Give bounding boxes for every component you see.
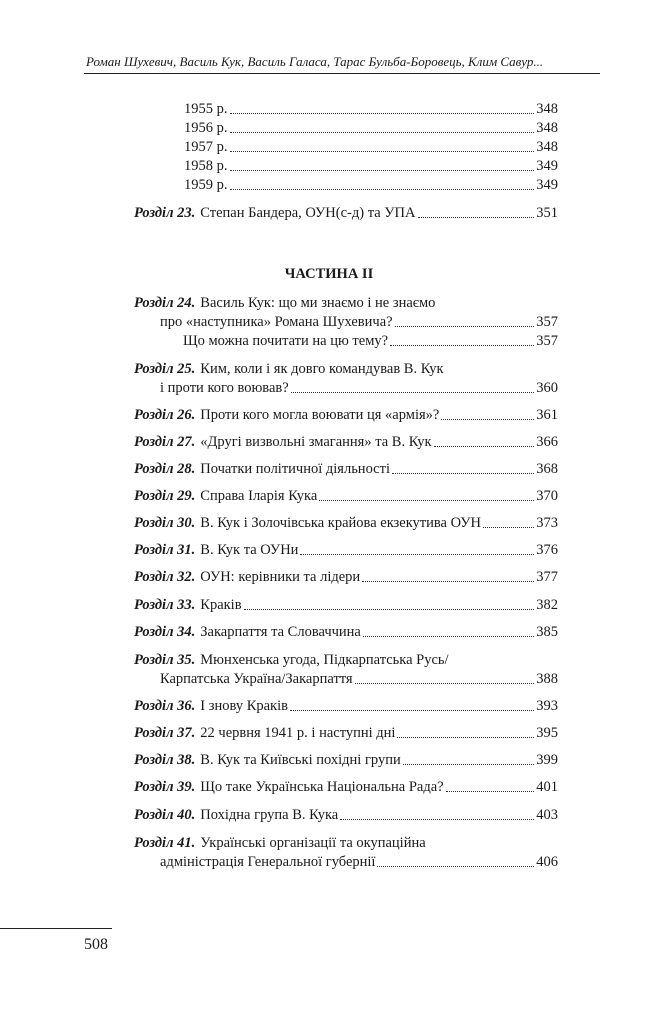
chapter-title: «Другі визвольні змагання» та В. Кук bbox=[200, 434, 432, 450]
toc-page: 373 bbox=[536, 515, 558, 531]
toc-entry-chapter-41 bbox=[134, 834, 558, 852]
toc-page: 348 bbox=[536, 101, 558, 117]
toc-entry-chapter-33 bbox=[134, 596, 558, 614]
toc-page: 401 bbox=[536, 779, 558, 795]
chapter-label: Розділ 27. bbox=[134, 434, 196, 450]
toc-page: 351 bbox=[536, 205, 558, 221]
dot-leader bbox=[290, 710, 534, 711]
toc-page: 395 bbox=[536, 725, 558, 741]
chapter-title: В. Кук та ОУНи bbox=[200, 542, 299, 558]
dot-leader bbox=[441, 419, 534, 420]
chapter-label: Розділ 31. bbox=[134, 542, 196, 558]
dot-leader bbox=[291, 392, 535, 393]
toc-page: 357 bbox=[536, 333, 558, 349]
chapter-label: Розділ 32. bbox=[134, 569, 196, 585]
toc-year-entry bbox=[184, 157, 558, 175]
toc-entry-chapter-25-cont bbox=[160, 379, 558, 397]
chapter-label: Розділ 28. bbox=[134, 461, 196, 477]
toc-year-entry bbox=[184, 100, 558, 118]
toc-entry-chapter-40 bbox=[134, 806, 558, 824]
dot-leader bbox=[395, 326, 535, 327]
chapter-title: Справа Іларія Кука bbox=[200, 488, 318, 504]
toc-page: 360 bbox=[536, 380, 558, 396]
toc-page: 385 bbox=[536, 624, 558, 640]
toc-year-entry bbox=[184, 138, 558, 156]
toc-entry-chapter-37 bbox=[134, 724, 558, 742]
toc-entry-chapter-30 bbox=[134, 514, 558, 532]
chapter-title: Краків bbox=[200, 597, 242, 613]
chapter-title-line1: Ким, коли і як довго командував В. Кук bbox=[200, 361, 444, 377]
chapter-label: Розділ 29. bbox=[134, 488, 196, 504]
toc-entry-chapter-26 bbox=[134, 406, 558, 424]
chapter-label: Розділ 37. bbox=[134, 725, 196, 741]
toc-year: 1959 р. bbox=[184, 177, 228, 193]
chapter-title-line1: Українські організації та окупаційна bbox=[200, 835, 426, 851]
toc-page: 382 bbox=[536, 597, 558, 613]
toc-page: 368 bbox=[536, 461, 558, 477]
dot-leader bbox=[340, 819, 534, 820]
toc-entry-chapter-38 bbox=[134, 751, 558, 769]
toc-year: 1956 р. bbox=[184, 120, 228, 136]
toc-entry-chapter-36 bbox=[134, 697, 558, 715]
chapter-label: Розділ 30. bbox=[134, 515, 196, 531]
chapter-title: ОУН: керівники та лідери bbox=[200, 569, 361, 585]
toc-entry-chapter-31 bbox=[134, 541, 558, 559]
dot-leader bbox=[483, 527, 534, 528]
dot-leader bbox=[397, 737, 534, 738]
dot-leader bbox=[434, 446, 535, 447]
toc-year-entry bbox=[184, 176, 558, 194]
chapter-label: Розділ 33. bbox=[134, 597, 196, 613]
toc-entry-chapter-23 bbox=[134, 204, 558, 222]
toc-page: 406 bbox=[536, 854, 558, 870]
footer-rule bbox=[0, 928, 112, 929]
toc-page: 377 bbox=[536, 569, 558, 585]
chapter-title-line2: про «наступника» Романа Шухевича? bbox=[160, 314, 393, 330]
header-rule bbox=[84, 73, 600, 74]
chapter-title: Проти кого могла воювати ця «армія»? bbox=[200, 407, 440, 423]
toc-entry-chapter-35-cont bbox=[160, 670, 558, 688]
toc-page: 403 bbox=[536, 807, 558, 823]
dot-leader bbox=[446, 791, 535, 792]
dot-leader bbox=[244, 609, 535, 610]
chapter-label: Розділ 41. bbox=[134, 835, 196, 851]
chapter-label: Розділ 26. bbox=[134, 407, 196, 423]
chapter-label: Розділ 36. bbox=[134, 698, 196, 714]
toc-page: 348 bbox=[536, 120, 558, 136]
chapter-title: Закарпаття та Словаччина bbox=[200, 624, 361, 640]
toc-entry-chapter-24 bbox=[134, 294, 558, 312]
dot-leader bbox=[319, 500, 534, 501]
chapter-title-line1: Василь Кук: що ми знаємо і не знаємо bbox=[200, 295, 436, 311]
toc-entry-chapter-39 bbox=[134, 778, 558, 796]
dot-leader bbox=[363, 636, 534, 637]
dot-leader bbox=[300, 554, 534, 555]
toc-page: 361 bbox=[536, 407, 558, 423]
chapter-title: 22 червня 1941 р. і наступні дні bbox=[200, 725, 396, 741]
toc-page: 376 bbox=[536, 542, 558, 558]
toc-entry-chapter-24-cont bbox=[160, 313, 558, 331]
toc-entry-chapter-29 bbox=[134, 487, 558, 505]
chapter-label: Розділ 23. bbox=[134, 205, 196, 221]
subentry-title: Що можна почитати на цю тему? bbox=[183, 333, 389, 349]
toc-page: 366 bbox=[536, 434, 558, 450]
chapter-label: Розділ 34. bbox=[134, 624, 196, 640]
chapter-label: Розділ 38. bbox=[134, 752, 196, 768]
toc-entry-chapter-25 bbox=[134, 360, 558, 378]
chapter-title: В. Кук та Київські похідні групи bbox=[200, 752, 401, 768]
chapter-title: Похідна група В. Кука bbox=[200, 807, 339, 823]
chapter-label: Розділ 25. bbox=[134, 361, 196, 377]
dot-leader bbox=[230, 113, 535, 114]
toc-entry-chapter-41-cont bbox=[160, 853, 558, 871]
chapter-title: І знову Краків bbox=[200, 698, 288, 714]
toc-entry-chapter-27 bbox=[134, 433, 558, 451]
toc-year: 1958 р. bbox=[184, 158, 228, 174]
chapter-title: Що таке Українська Національна Рада? bbox=[200, 779, 444, 795]
dot-leader bbox=[355, 683, 535, 684]
running-header: Роман Шухевич, Василь Кук, Василь Галаса, Тарас Бульба-Боровець, Клим Савур... bbox=[86, 54, 544, 69]
toc-entry-chapter-28 bbox=[134, 460, 558, 478]
dot-leader bbox=[392, 473, 534, 474]
toc-page: 399 bbox=[536, 752, 558, 768]
toc-page: 370 bbox=[536, 488, 558, 504]
chapter-label: Розділ 24. bbox=[134, 295, 196, 311]
toc-year-entry bbox=[184, 119, 558, 137]
chapter-title: Степан Бандера, ОУН(с-д) та УПА bbox=[200, 205, 416, 221]
toc-year: 1957 р. bbox=[184, 139, 228, 155]
toc-page: 357 bbox=[536, 314, 558, 330]
toc-entry-chapter-35 bbox=[134, 651, 558, 669]
toc-page: 348 bbox=[536, 139, 558, 155]
chapter-label: Розділ 35. bbox=[134, 652, 196, 668]
chapter-title-line2: Карпатська Україна/Закарпаття bbox=[160, 671, 353, 687]
toc-page: 393 bbox=[536, 698, 558, 714]
chapter-title: В. Кук і Золочівська крайова екзекутива ОУН bbox=[200, 515, 482, 531]
dot-leader bbox=[403, 764, 535, 765]
toc-subentry bbox=[183, 332, 558, 350]
chapter-label: Розділ 39. bbox=[134, 779, 196, 795]
part-heading: ЧАСТИНА ІІ bbox=[284, 266, 374, 282]
dot-leader bbox=[418, 217, 535, 218]
chapter-title-line1: Мюнхенська угода, Підкарпатська Русь/ bbox=[200, 652, 449, 668]
chapter-label: Розділ 40. bbox=[134, 807, 196, 823]
chapter-title-line2: і проти кого воював? bbox=[160, 380, 289, 396]
page-number: 508 bbox=[84, 936, 108, 953]
chapter-title: Початки політичної діяльності bbox=[200, 461, 390, 477]
chapter-title-line2: адміністрація Генеральної губернії bbox=[160, 854, 376, 870]
dot-leader bbox=[362, 581, 534, 582]
toc-entry-chapter-32 bbox=[134, 568, 558, 586]
dot-leader bbox=[230, 151, 535, 152]
toc-entry-chapter-34 bbox=[134, 623, 558, 641]
dot-leader bbox=[230, 189, 535, 190]
toc-page: 349 bbox=[536, 158, 558, 174]
toc-page: 349 bbox=[536, 177, 558, 193]
dot-leader bbox=[390, 345, 534, 346]
dot-leader bbox=[230, 170, 535, 171]
toc-year: 1955 р. bbox=[184, 101, 228, 117]
dot-leader bbox=[230, 132, 535, 133]
dot-leader bbox=[377, 866, 534, 867]
toc-page: 388 bbox=[536, 671, 558, 687]
